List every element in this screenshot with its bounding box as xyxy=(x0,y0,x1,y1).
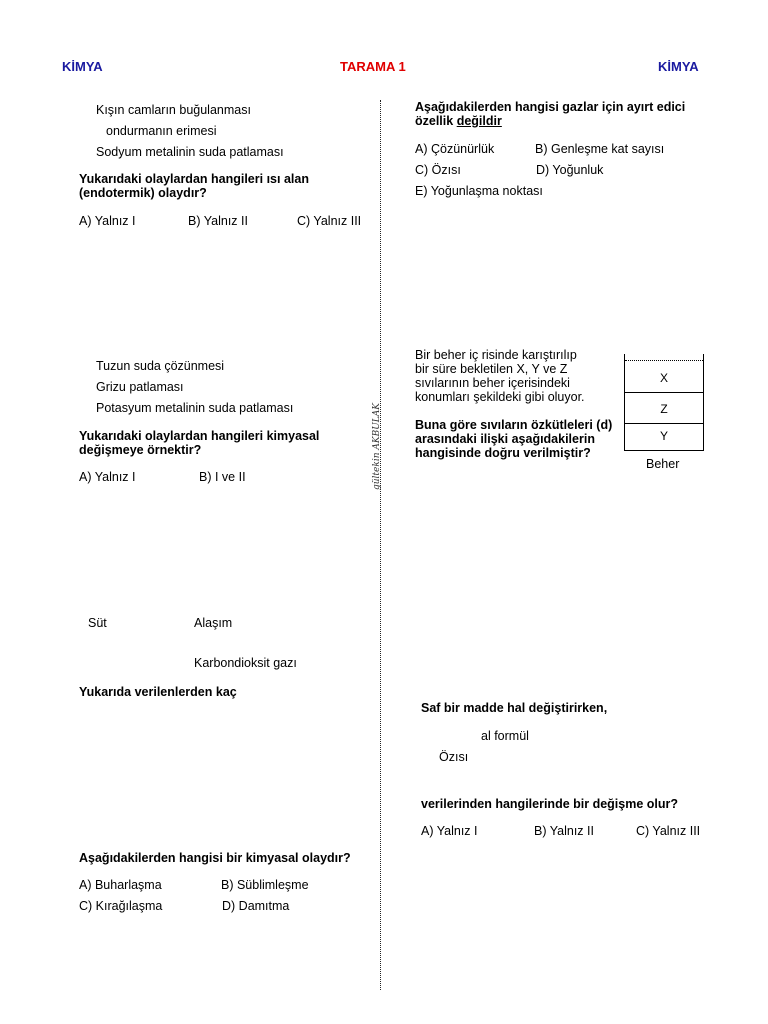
q7-stem: Saf bir madde hal değiştirirken, xyxy=(421,701,608,715)
q7-option-b[interactable]: B) Yalnız II xyxy=(534,824,594,838)
q5-option-b[interactable]: B) Genleşme kat sayısı xyxy=(535,142,665,156)
q6-text-line-3: sıvılarının beher içerisindeki xyxy=(415,376,570,390)
q5-stem-line-2 xyxy=(415,114,502,128)
q7-stem-2: verilerinden hangilerinde bir değişme olur? xyxy=(421,797,679,811)
q5-option-d[interactable]: D) Yoğunluk xyxy=(536,163,604,177)
q3-item-3: Karbondioksit gazı xyxy=(194,656,297,670)
q7-item-2: Özısı xyxy=(439,750,469,764)
q3-item-1: Süt xyxy=(88,616,107,630)
q4-option-c[interactable]: C) Kırağılaşma xyxy=(79,899,163,913)
q2-item-3: Potasyum metalinin suda patlaması xyxy=(96,401,294,415)
q2-stem-line-2: değişmeye örnektir? xyxy=(79,443,202,457)
q4-stem: Aşağıdakilerden hangisi bir kimyasal olaydır? xyxy=(79,851,351,865)
q5-stem-line-1: Aşağıdakilerden hangisi gazlar için ayırt edici xyxy=(415,100,686,114)
beaker-rim xyxy=(625,360,703,361)
q1-option-c[interactable]: C) Yalnız III xyxy=(297,214,362,228)
q1-item-1: Kışın camların buğulanması xyxy=(96,103,251,117)
q6-text-line-2: bir süre bekletilen X, Y ve Z xyxy=(415,362,568,376)
q7-option-c[interactable]: C) Yalnız III xyxy=(636,824,701,838)
q5-option-c[interactable]: C) Özısı xyxy=(415,163,461,177)
beaker-layer-boundary-2 xyxy=(625,423,703,424)
q6-text-line-1: Bir beher iç risinde karıştırılıp xyxy=(415,348,577,362)
beaker-caption: Beher xyxy=(646,457,680,471)
q6-stem-line-2: arasındaki ilişki aşağıdakilerin xyxy=(415,432,595,446)
q1-option-a[interactable]: A) Yalnız I xyxy=(79,214,136,228)
q5-stem-emphasis: değildir xyxy=(456,114,502,128)
q6-text-line-4: konumları şekildeki gibi oluyor. xyxy=(415,390,585,404)
q1-option-b[interactable]: B) Yalnız II xyxy=(188,214,248,228)
q5-option-a[interactable]: A) Çözünürlük xyxy=(415,142,495,156)
q4-option-d[interactable]: D) Damıtma xyxy=(222,899,290,913)
q2-option-b[interactable]: B) I ve II xyxy=(199,470,246,484)
beaker-layer-z: Z xyxy=(660,402,668,416)
header-subject-left: KİMYA xyxy=(62,59,103,74)
beaker-layer-y: Y xyxy=(659,429,668,443)
q2-item-1: Tuzun suda çözünmesi xyxy=(96,359,225,373)
column-divider xyxy=(380,100,381,990)
q2-stem-line-1: Yukarıdaki olaylardan hangileri kimyasal xyxy=(79,429,320,443)
author-signature: gültekin AKBULAK xyxy=(372,403,382,490)
q7-item-1: al formül xyxy=(481,729,529,743)
q2-option-a[interactable]: A) Yalnız I xyxy=(79,470,136,484)
q6-stem-line-1: Buna göre sıvıların özkütleleri (d) xyxy=(415,418,613,432)
q4-option-a[interactable]: A) Buharlaşma xyxy=(79,878,162,892)
q7-option-a[interactable]: A) Yalnız I xyxy=(421,824,478,838)
header-subject-right: KİMYA xyxy=(658,59,699,74)
beaker-diagram xyxy=(624,354,704,451)
beaker-layer-boundary-1 xyxy=(625,392,703,393)
q3-stem: Yukarıda verilenlerden kaç xyxy=(79,685,237,699)
q3-item-2: Alaşım xyxy=(194,616,233,630)
q1-item-3: Sodyum metalinin suda patlaması xyxy=(96,145,284,159)
q1-stem-line-2: (endotermik) olaydır? xyxy=(79,186,207,200)
q1-item-2: ondurmanın erimesi xyxy=(106,124,217,138)
q5-stem-prefix: özellik xyxy=(415,114,457,128)
q1-stem-line-1: Yukarıdaki olaylardan hangileri ısı alan xyxy=(79,172,309,186)
beaker-layer-x: X xyxy=(659,371,668,385)
q6-stem-line-3: hangisinde doğru verilmiştir? xyxy=(415,446,591,460)
header-title: TARAMA 1 xyxy=(340,59,406,74)
q5-option-e[interactable]: E) Yoğunlaşma noktası xyxy=(415,184,543,198)
q2-item-2: Grizu patlaması xyxy=(96,380,184,394)
q4-option-b[interactable]: B) Süblimleşme xyxy=(221,878,309,892)
